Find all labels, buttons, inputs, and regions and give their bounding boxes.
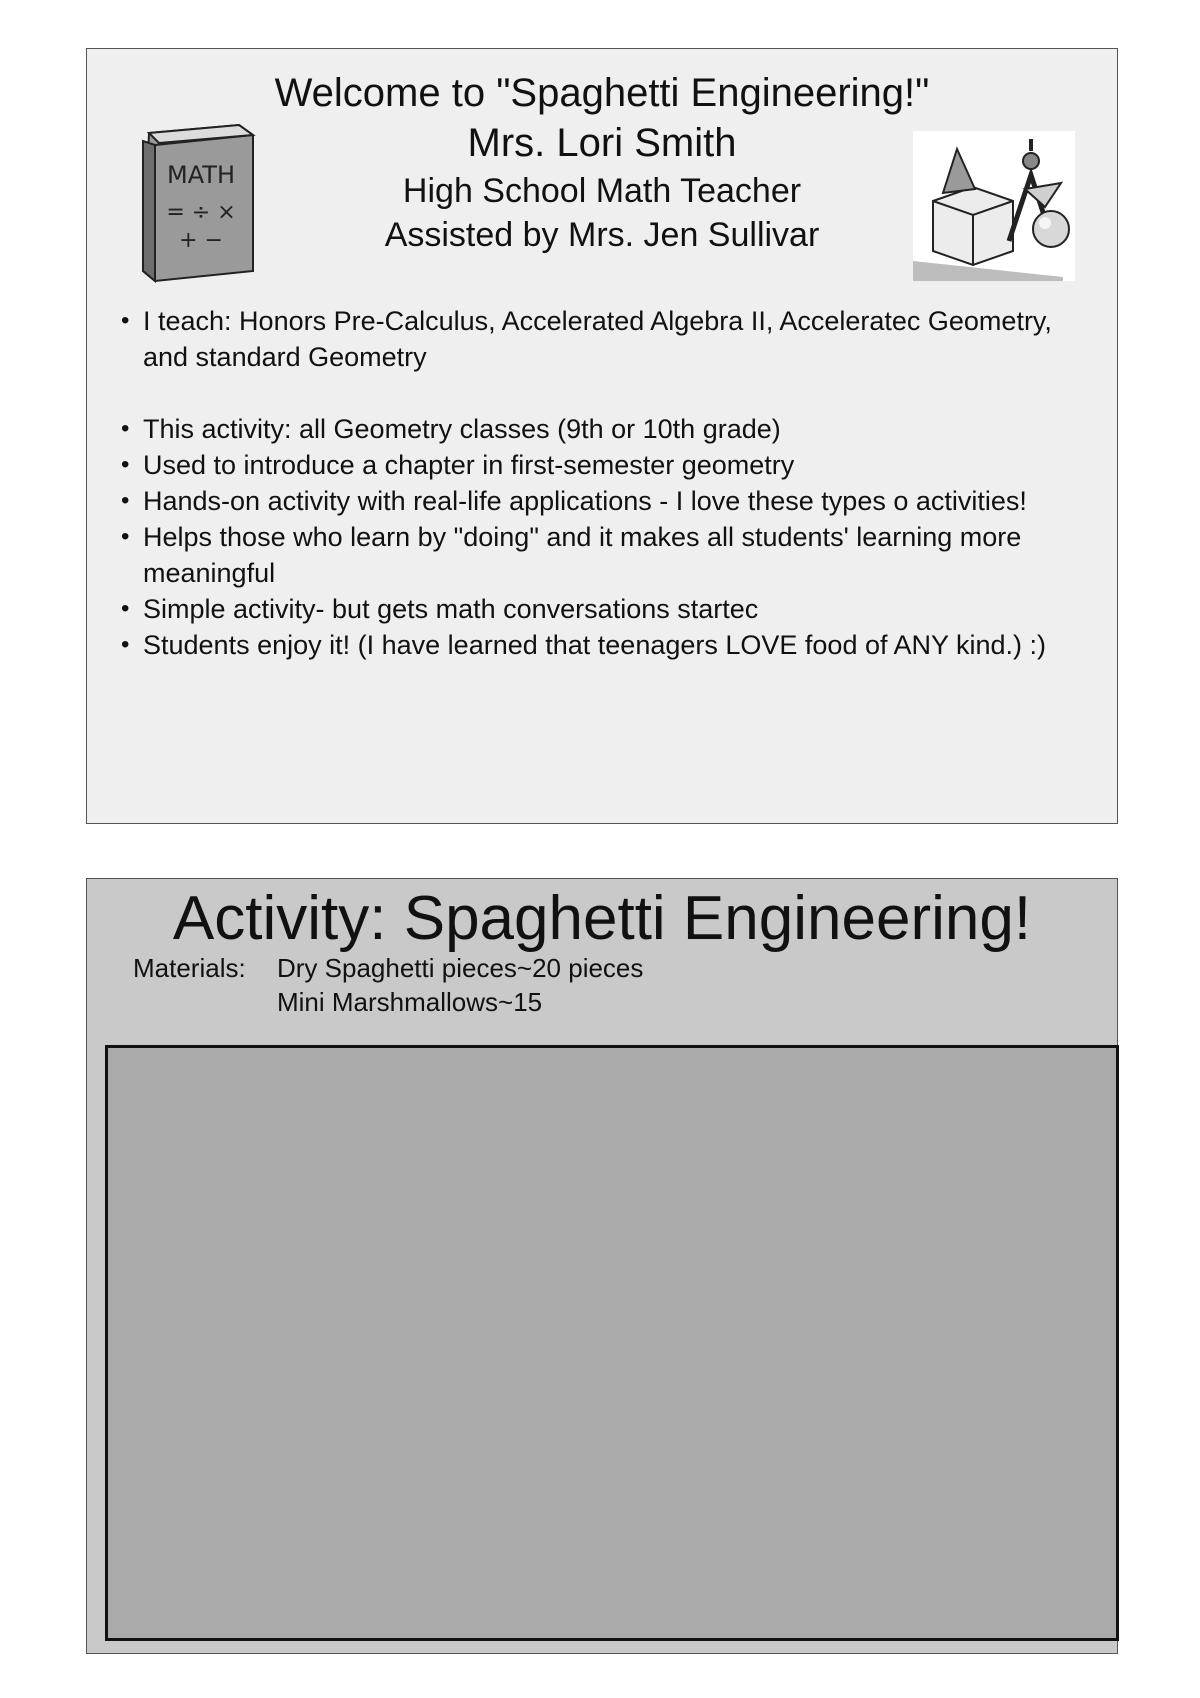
teacher-role: High School Math Teacher [402, 172, 802, 210]
list-item: • Helps those who learn by "doing" and it makes all students' learning more meaningful [121, 519, 1081, 591]
svg-text:= ÷ ×: = ÷ × [166, 200, 236, 225]
materials-item: Mini Marshmallows~15 [277, 987, 543, 1017]
slide-welcome [86, 48, 1118, 824]
slide-title: Activity: Spaghetti Engineering! [172, 884, 1032, 953]
list-item: • Used to introduce a chapter in first-semester geometry [121, 447, 1081, 483]
assistant-line: Assisted by Mrs. Jen Sullivar [384, 216, 820, 254]
list-item: • Simple activity- but gets math conversations startec [121, 591, 1081, 627]
math-book-icon [135, 121, 261, 283]
teacher-name: Mrs. Lori Smith [467, 121, 737, 165]
list-item: • I teach: Honors Pre-Calculus, Accelerated Algebra II, Acceleratec Geometry, and standard Geometry [121, 303, 1081, 375]
slide-activity [86, 878, 1118, 1654]
slide-title: Welcome to "Spaghetti Engineering!" [274, 71, 930, 115]
materials-item: Dry Spaghetti pieces~20 pieces [277, 953, 644, 983]
list-item: • Students enjoy it! (I have learned that teenagers LOVE food of ANY kind.) :) [121, 627, 1081, 663]
list-item: • Hands-on activity with real-life applications - I love these types o activities! [121, 483, 1081, 519]
materials-label: Materials: [133, 953, 246, 983]
geometry-shapes-icon [913, 131, 1075, 281]
list-item: • This activity: all Geometry classes (9th or 10th grade) [121, 411, 1081, 447]
svg-text:+ −: + − [179, 228, 223, 253]
photo-placeholder [105, 1045, 1119, 1641]
book-icon-label: MATH [167, 161, 235, 189]
bullet-list [121, 303, 1081, 663]
